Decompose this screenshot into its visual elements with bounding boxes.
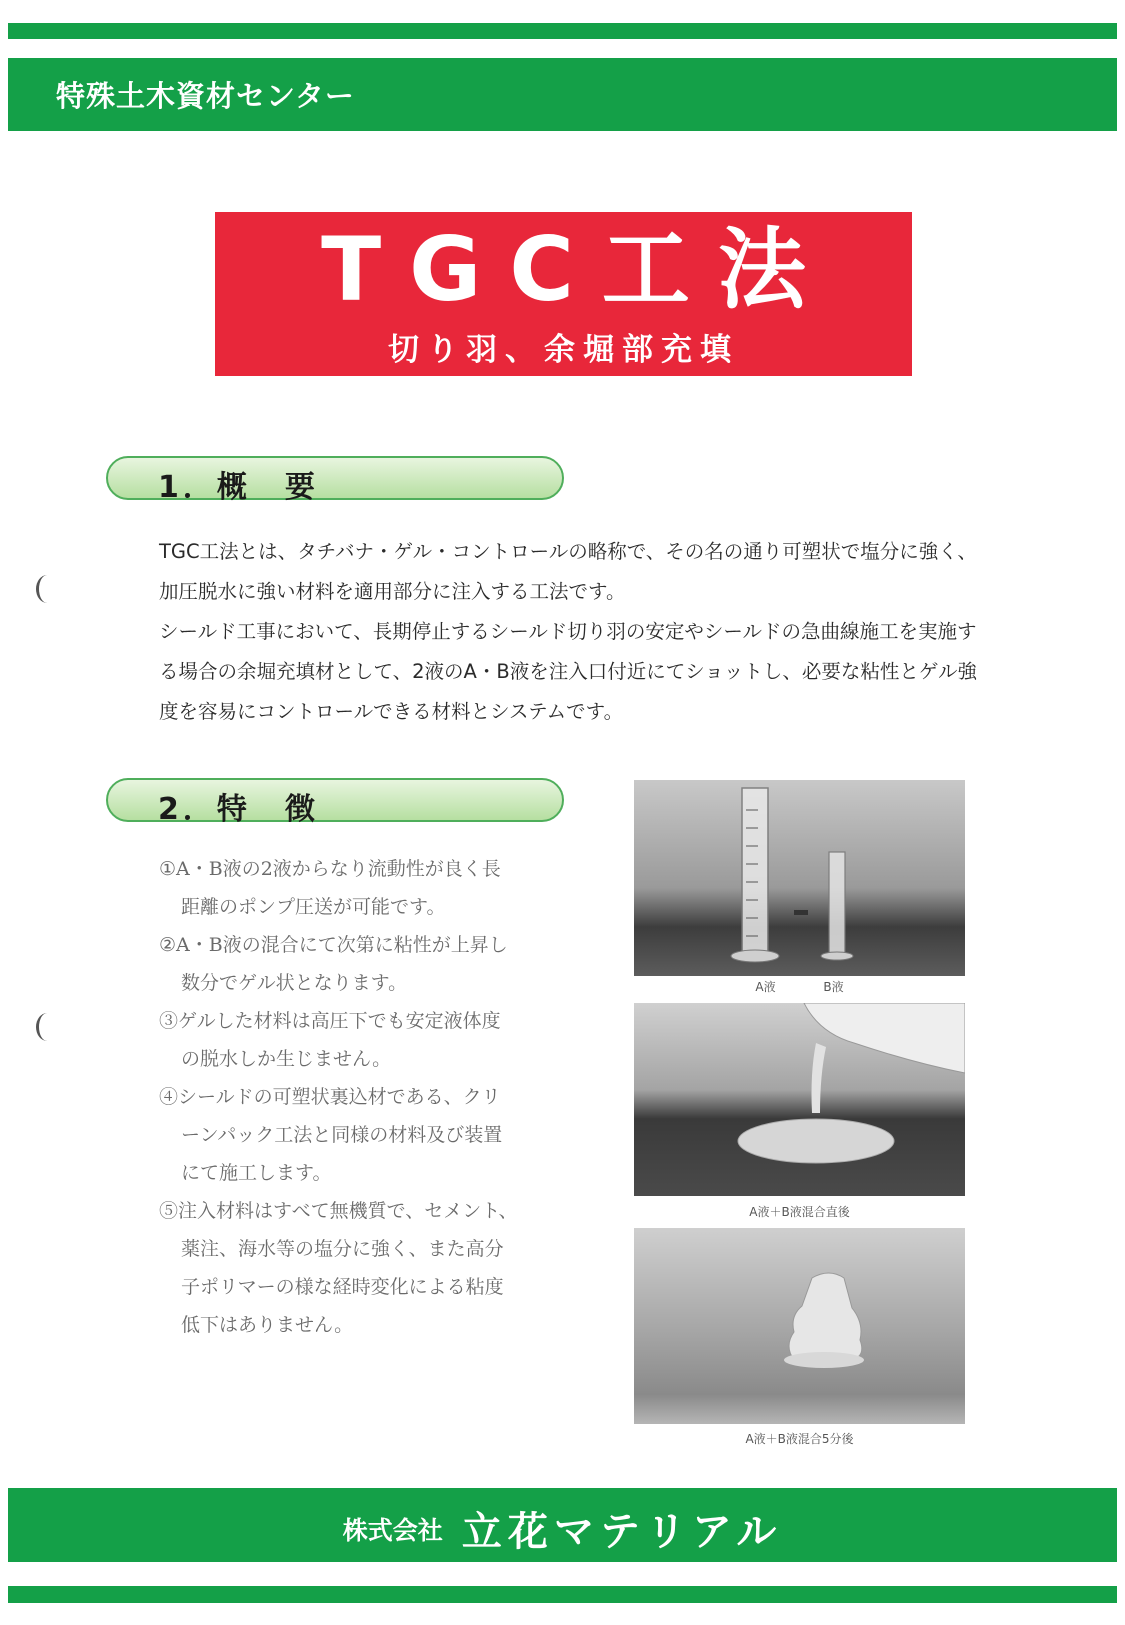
overview-text bbox=[159, 532, 979, 732]
footer-band bbox=[8, 1488, 1117, 1562]
section-heading-label: 2．特 徴 bbox=[158, 792, 319, 827]
photo-gel-mound bbox=[634, 1228, 965, 1424]
feature-item: ①A・B液の2液からなり流動性が良く長距離のポンプ圧送が可能です。 bbox=[159, 858, 501, 918]
page-title: TGC工法 bbox=[321, 218, 834, 321]
photo-cylinders bbox=[634, 780, 965, 976]
binder-hole-mark bbox=[36, 1013, 58, 1041]
overview-paragraph: TGC工法とは、タチバナ・ゲル・コントロールの略称で、その名の通り可塑状で塩分に強く、加圧脱水に強い材料を適用部分に注入する工法です。 bbox=[159, 540, 977, 603]
overview-paragraph: シールド工事において、長期停止するシールド切り羽の安定やシールドの急曲線施工を実施する場合の余堀充填材として、2液のA・B液を注入口付近にてショットし、必要な粘性とゲル強度を容易にコントロールできる材料とシステムです。 bbox=[159, 620, 977, 723]
feature-item: ③ゲルした材料は高圧下でも安定液体度の脱水しか生じません。 bbox=[159, 1010, 501, 1070]
photo-caption: A液 B液 bbox=[755, 980, 844, 994]
company-title: 立花マテリアル bbox=[461, 1508, 783, 1555]
binder-hole-mark bbox=[36, 575, 58, 603]
company-prefix: 株式会社 bbox=[342, 1515, 443, 1545]
organization-name: 特殊土木資材センター bbox=[56, 79, 355, 113]
bottom-rule bbox=[8, 1586, 1117, 1603]
feature-item: ②A・B液の混合にて次第に粘性が上昇し数分でゲル状となります。 bbox=[159, 934, 508, 994]
top-rule bbox=[8, 23, 1117, 39]
feature-item: ⑤注入材料はすべて無機質で、セメント、薬注、海水等の塩分に強く、また高分子ポリマーの様な経時変化による粘度低下はありません。 bbox=[159, 1200, 518, 1336]
photo-pouring bbox=[634, 1003, 965, 1196]
section-heading-features bbox=[106, 778, 564, 827]
page-subtitle: 切り羽、余堀部充填 bbox=[388, 332, 739, 368]
feature-item: ④シールドの可塑状裏込材である、クリーンパック工法と同様の材料及び装置にて施工します。 bbox=[159, 1086, 503, 1184]
section-heading-overview bbox=[106, 456, 564, 505]
photo-caption: A液＋B液混合直後 bbox=[749, 1205, 850, 1219]
section-heading-label: 1．概 要 bbox=[158, 470, 319, 505]
header-band bbox=[8, 58, 1117, 131]
title-banner bbox=[215, 212, 912, 376]
features-list bbox=[159, 850, 519, 1344]
photo-caption: A液＋B液混合5分後 bbox=[745, 1432, 854, 1446]
company-name bbox=[8, 1500, 1117, 1557]
